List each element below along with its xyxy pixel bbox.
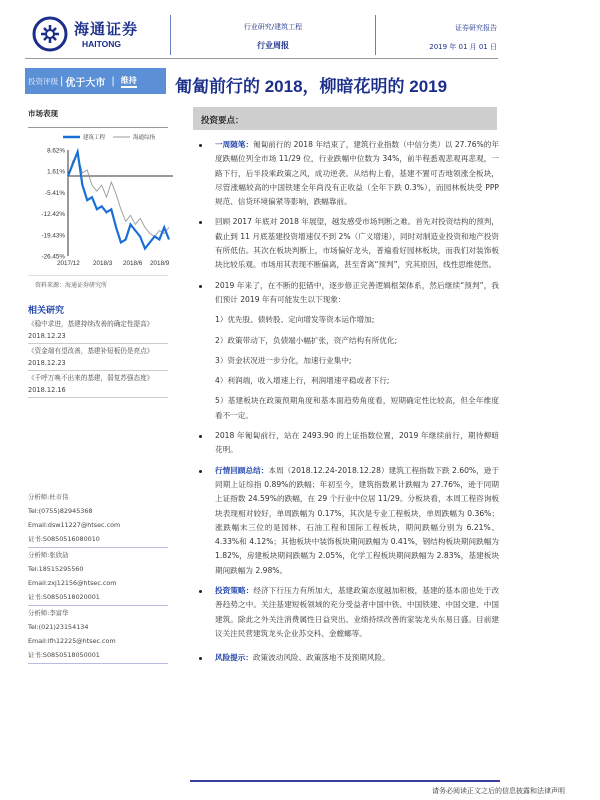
main-content: [193, 138, 499, 672]
rating-label: 投资评级: [28, 76, 58, 86]
related-research-item[interactable]: 《稳中求进，基建持续改善的确定性提高》2018.12.23: [28, 317, 168, 344]
paragraph-outlook: [193, 279, 499, 308]
analyst-tel: Tel:(0755)82945368: [28, 507, 93, 515]
y-tick-label: 8.62%: [47, 147, 65, 155]
logo: [32, 14, 157, 56]
analyst-email[interactable]: Email:lfh12225@htsec.com: [28, 637, 116, 645]
analyst-email[interactable]: Email:dsw11227@htsec.com: [28, 521, 121, 529]
y-tick-label: 1.61%: [47, 168, 65, 176]
paragraph-text: 本周（2018.12.24-2018.12.28）建筑工程指数下跌 2.60%，逊于同期上证综指 0.89%的跌幅；年初至今，建筑指数累计跌幅为 27.76%，逊于同期上证指数 24.59%的跌幅，在 29 个行业中位居 11/29。分板块看，本周工程咨询板块表现相对较好，单周跌幅为 0.17%，其次是专业工程板块，单周跌幅为 0.36%；涨跌幅末三位的是园林、石油工程和国际工程板块，期间跌幅分别为 6.21%、4.33%和 4.12%；其他板块中装饰板块期间跌幅为 0.41%，钢结构板块期间跌幅为 1.82%，房建板块期间跌幅为 2.05%，化学工程板块期间跌幅为 2.83%，基建板块期间跌幅为 2.98%。: [215, 465, 500, 575]
analyst-name: 分析师:李富华: [28, 609, 69, 617]
key-points-heading: 投资要点：: [193, 107, 497, 130]
x-tick-label: 2018/6: [123, 260, 143, 267]
logo-cn: 海通证券: [74, 20, 139, 38]
paragraph-text: 政策波动风险、政策落地不及预期风险。: [252, 653, 390, 663]
legend-label: 海通综指: [133, 135, 156, 141]
analyst-cert: 证书:S0850518020001: [28, 593, 100, 601]
outlook-item: 2）政策带动下，负债端小幅扩张，资产结构有所优化;: [215, 335, 398, 345]
y-tick-label: -26.45%: [41, 253, 65, 261]
related-research-list: [28, 317, 168, 398]
paragraph-review: [193, 215, 499, 272]
paragraph-text: 2018 年匍匐前行，站在 2493.90 的上证指数位置，2019 年继续前行，期待柳暗花明。: [215, 431, 499, 455]
analyst-cert: 证书:S0850518050001: [28, 651, 100, 659]
doc-type: 证券研究报告: [455, 24, 497, 32]
page-title: 匍匐前行的 2018，柳暗花明的 2019: [175, 77, 448, 96]
lead-label: 投资策略：: [215, 586, 254, 596]
analyst-cert: 证书:S0850516080010: [28, 535, 100, 543]
chart-source: 资料来源：海通证券研究所: [35, 282, 108, 289]
market-chart: [28, 128, 173, 273]
y-tick-label: -12.42%: [41, 211, 65, 219]
related-research-item[interactable]: 《资金端有望改善，基建补短板仍是亮点》2018.12.23: [28, 344, 168, 371]
divider: [28, 275, 168, 276]
paragraph-weekly-notes: [193, 138, 499, 209]
analyst-list: [28, 490, 168, 664]
outlook-item: 1）优先股、债转股、定向增发等资本运作增加;: [215, 315, 375, 325]
outlook-item: 5）基建板块在政策预期角度和基本面趋势角度看，短期确定性比较高，但全年维度看不一定。: [215, 396, 499, 420]
report-type: 行业周报: [257, 41, 289, 50]
analyst-tel: Tel:(021)23154134: [28, 623, 89, 631]
analyst-name: 分析师:杜市伟: [28, 493, 69, 501]
paragraph-text: 回顾 2017 年底对 2018 年展望，越发感受市场判断之难。首先对投资结构的预判，截止到 11 月底基建投资增速仅不到 2%（广义增速），同时对制造业投资和地产投资有所低估。其次在板块判断上，市场偏好龙头，普遍看好园林板块，而我们对装饰板块比较乐观。市场用其表现不断偏离，甚至背离“预判”，究其原因，线性思维使然。: [215, 217, 499, 270]
analyst-name: 分析师:张欣劼: [28, 551, 69, 559]
rating-value: 优于大市: [65, 77, 106, 89]
x-tick-label: 2017/12: [57, 260, 80, 267]
outlook-item: 3）资金状况进一步分化，加速行业集中;: [215, 355, 352, 365]
analyst-tel: Tel:18515295560: [28, 565, 84, 573]
analyst-email[interactable]: Email:zxj12156@htsec.com: [28, 579, 117, 587]
series-line-construction: [68, 152, 169, 249]
rating-change: 维持: [121, 75, 137, 88]
rating-box: 投资评级 | 优于大市 | 维持: [25, 68, 166, 94]
market-performance-heading: 市场表现: [28, 109, 58, 118]
paragraph-market-review: [193, 464, 499, 578]
haitong-logo-icon: [32, 16, 68, 52]
series-line-haitong-index: [68, 155, 169, 237]
paragraph-risk: [193, 651, 499, 665]
lead-label: 风险提示：: [215, 653, 253, 663]
paragraph-strategy: [193, 584, 499, 641]
report-date: 2019 年 01 月 01 日: [429, 43, 497, 51]
footer-rule: [190, 780, 500, 782]
analyst-card: [28, 490, 168, 548]
header-rule: [25, 58, 498, 59]
analyst-card: [28, 606, 168, 664]
paragraph-text: 2019 年来了，在不断的犯错中，逐步修正完善逻辑框架体系，然后继续“预判”，我们预计 2019 年有可能发生以下现象：: [215, 280, 499, 304]
paragraph-text: 匍匐前行的 2018 年结束了，建筑行业指数（中信分类）以 27.76%的年度跌幅位列全市场 11/29 位，行业跌幅中位数为 34%，前半程悉观悲观再悲观，一路下行，后半段乘政策之风，成功逆袭。从结构上看，基建不置可否地领涨全板块，尽管涨幅较高的中国铁建全年尚没有正收益（全年下跌 0.3%），而园林板块受 PPP 规范、信贷环境偏紧等影响，跌幅靠前。: [215, 140, 499, 207]
outlook-item: 4）利润端，收入增速上行，利润增速平稳或者下行;: [215, 376, 390, 386]
paragraph-text: 经济下行压力有所加大，基建政策态度越加积极，基建的基本面也处于改善趋势之中。关注基建短板领域的充分受益者中国中铁、中国铁建、中国交建、中国建筑。除此之外关注消费属性日益突出、业绩持续改善的家装龙头东易日盛。目前建议关注民营建筑龙头企业苏交科、金螳螂等。: [215, 586, 499, 638]
related-research-heading: 相关研究: [28, 306, 65, 316]
y-tick-label: -5.41%: [45, 189, 65, 197]
analyst-card: [28, 548, 168, 606]
lead-label: 一周随笔：: [215, 140, 254, 149]
footer-disclaimer: 请务必阅读正文之后的信息披露和法律声明: [432, 787, 565, 795]
x-tick-label: 2018/9: [150, 260, 170, 267]
y-tick-label: -19.43%: [41, 232, 65, 240]
header-divider: [375, 15, 376, 55]
legend-label: 建筑工程: [83, 135, 106, 141]
header-divider: [170, 15, 171, 55]
lead-label: 行情回顾总结：: [215, 465, 269, 475]
logo-en: HAITONG: [82, 39, 122, 49]
related-research-item[interactable]: 《千呼万唤不出来的基建，弱复苏强态度》2018.12.16: [28, 371, 168, 398]
paragraph-2018: [193, 429, 499, 458]
x-tick-label: 2018/3: [93, 260, 113, 267]
report-category: 行业研究/建筑工程: [243, 23, 303, 31]
